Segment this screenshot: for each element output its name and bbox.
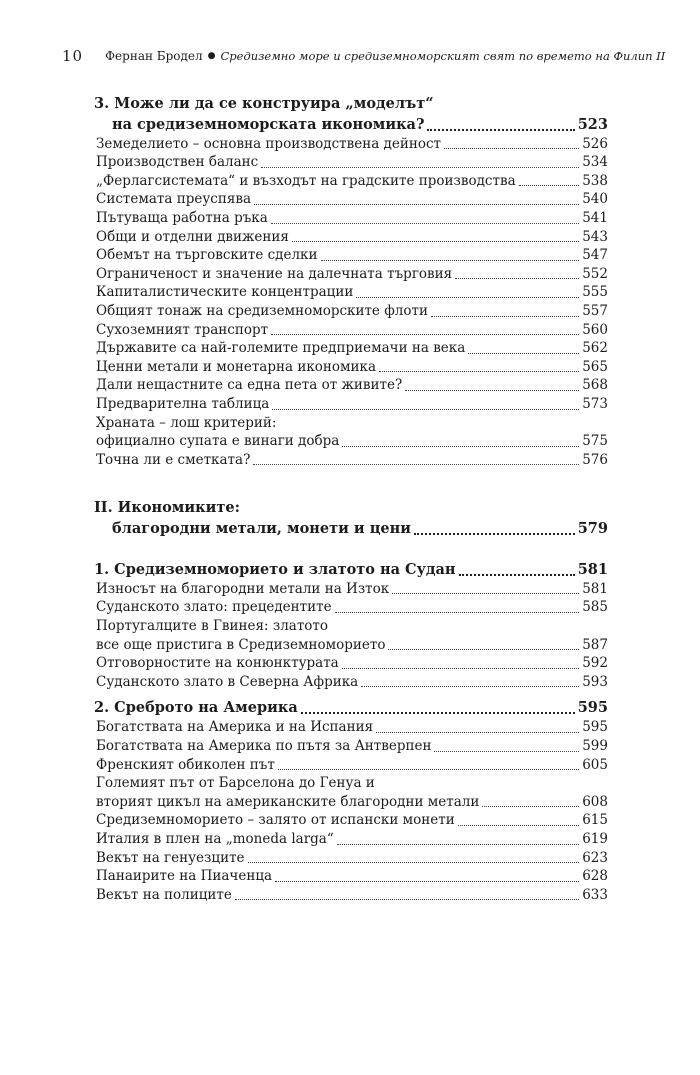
- toc-entry-text: Производствен баланс: [96, 154, 259, 171]
- toc-page-number: 568: [582, 377, 608, 394]
- dot-leader: [321, 260, 580, 261]
- toc-entry: [94, 774, 608, 793]
- toc-entry: [94, 793, 608, 812]
- toc-entry: [94, 339, 608, 358]
- toc-section-2: [94, 697, 608, 904]
- dot-leader: [376, 732, 579, 733]
- toc-entry-text: Португалците в Гвинея: златото: [96, 618, 329, 635]
- toc-entry-text: Ценни метали и монетарна икономика: [96, 358, 376, 375]
- dot-leader: [405, 390, 579, 391]
- toc-page-number: 538: [582, 172, 608, 189]
- toc-entry: [94, 756, 608, 775]
- toc-entry-text: официално супата е винаги добра: [96, 433, 340, 450]
- toc-page-number: 552: [582, 265, 608, 282]
- dot-leader: [388, 649, 579, 650]
- dot-leader: [292, 241, 579, 242]
- dot-leader: [392, 593, 579, 594]
- toc-entry-text: Пътуваща работна ръка: [96, 209, 268, 226]
- dot-leader: [361, 686, 579, 687]
- toc-entry-text: Италия в плен на „moneda larga“: [96, 831, 334, 847]
- toc-entry-text: Богатствата на Америка по пътя за Антверпен: [96, 738, 432, 755]
- toc-entry-text: Общият тонаж на средиземноморските флоти: [96, 302, 428, 319]
- toc-page-number: 593: [582, 673, 608, 690]
- toc-entry: [94, 228, 608, 247]
- toc-entry-text: Суданското злато в Северна Африка: [96, 673, 359, 690]
- toc-page-number: 605: [582, 756, 608, 773]
- dot-leader: [468, 353, 579, 354]
- toc-entry: [94, 580, 608, 599]
- toc-part-heading: [94, 518, 608, 539]
- table-of-contents: [94, 95, 608, 904]
- toc-entry: [94, 172, 608, 191]
- running-header: [62, 45, 666, 67]
- toc-page-number: 595: [577, 699, 608, 717]
- toc-entry-text: Системата преуспява: [96, 191, 251, 208]
- toc-entry: [94, 617, 608, 636]
- toc-entry-text: Държавите са най-големите предприемачи на века: [96, 340, 466, 357]
- toc-entry: [94, 673, 608, 692]
- toc-entry: [94, 598, 608, 617]
- dot-leader: [455, 278, 579, 279]
- dot-leader: [337, 844, 579, 845]
- toc-entry-text: Земеделието – основна производствена дейност: [96, 135, 442, 152]
- toc-entry-text: Обемът на търговските сделки: [96, 247, 318, 264]
- toc-page-number: 557: [582, 302, 608, 319]
- toc-entry-text: вторият цикъл на американските благородни метали: [96, 793, 480, 810]
- toc-page-number: 581: [582, 580, 608, 597]
- dot-leader: [254, 204, 579, 205]
- toc-entry-text: Суданското злато: прецедентите: [96, 599, 332, 616]
- toc-entry: [94, 265, 608, 284]
- dot-leader: [356, 297, 579, 298]
- toc-page-number: 619: [582, 831, 608, 847]
- toc-entry-text: Сухоземният транспорт: [96, 321, 269, 338]
- toc-entry-text: все още пристига в Средиземноморието: [96, 636, 386, 653]
- toc-entry: [94, 718, 608, 737]
- dot-leader: [431, 316, 579, 317]
- toc-entry-text: Храната – лош критерий:: [96, 414, 277, 431]
- dot-leader: [379, 371, 579, 372]
- toc-entry: [94, 830, 608, 849]
- toc-page-number: 547: [582, 247, 608, 264]
- dot-leader: [275, 881, 579, 882]
- dot-leader: [272, 409, 579, 410]
- dot-leader: [427, 129, 574, 131]
- toc-entry-text: „Ферлагсистемата“ и възходът на градските производства: [96, 172, 516, 189]
- toc-entry-text: Предварителна таблица: [96, 395, 270, 412]
- toc-heading-text: 2. Среброто на Америка: [94, 699, 298, 717]
- toc-heading-text: II. Икономиките:: [94, 498, 240, 516]
- toc-page-number: 523: [577, 115, 608, 133]
- toc-page-number: 592: [582, 655, 608, 672]
- toc-page-number: 565: [582, 358, 608, 375]
- toc-heading-text: на средиземноморската икономика?: [112, 115, 425, 133]
- toc-page-number: 615: [582, 812, 608, 829]
- dot-leader: [342, 668, 580, 669]
- toc-heading: [94, 95, 608, 114]
- toc-page-number: 540: [582, 191, 608, 208]
- toc-entry-text: Ограниченост и значение на далечната търговия: [96, 265, 453, 282]
- toc-entry: [94, 321, 608, 340]
- dot-leader: [248, 862, 580, 863]
- dot-leader: [235, 899, 579, 900]
- toc-entry-text: Капиталистическите концентрации: [96, 284, 354, 301]
- toc-entry: [94, 867, 608, 886]
- toc-page-number: 595: [582, 719, 608, 736]
- toc-entry-text: Векът на полиците: [96, 886, 232, 903]
- header-author: Фернан Бродел: [105, 49, 203, 63]
- dot-leader: [434, 751, 579, 752]
- toc-entry: [94, 283, 608, 302]
- toc-heading: [94, 559, 608, 580]
- toc-page-number: 573: [582, 395, 608, 412]
- toc-entry-text: Панаирите на Пиаченца: [96, 868, 273, 885]
- toc-entry: [94, 376, 608, 395]
- toc-page-number: 575: [582, 433, 608, 450]
- toc-section-3: [94, 95, 608, 469]
- toc-page-number: 555: [582, 284, 608, 301]
- toc-entry: [94, 414, 608, 433]
- page-number: 10: [62, 47, 84, 65]
- toc-entry-text: Френският обиколен път: [96, 756, 275, 773]
- dot-leader: [253, 464, 579, 465]
- dot-leader: [301, 712, 575, 714]
- dot-leader: [414, 533, 575, 535]
- toc-page-number: 633: [582, 886, 608, 903]
- toc-heading: [94, 697, 608, 718]
- toc-entry: [94, 811, 608, 830]
- toc-entry: [94, 432, 608, 451]
- toc-entry: [94, 358, 608, 377]
- toc-entry-text: Богатствата на Америка и на Испания: [96, 719, 374, 736]
- toc-page-number: 599: [582, 738, 608, 755]
- toc-entry: [94, 209, 608, 228]
- toc-section-1: [94, 559, 608, 692]
- dot-leader: [271, 223, 579, 224]
- toc-part-heading: [94, 499, 608, 518]
- toc-page-number: 576: [582, 451, 608, 468]
- toc-entry-text: Точна ли е сметката?: [96, 451, 251, 468]
- dot-leader: [444, 148, 579, 149]
- toc-page-number: 623: [582, 849, 608, 866]
- toc-entry: [94, 302, 608, 321]
- toc-entry: [94, 246, 608, 265]
- toc-entry-text: Общи и отделни движения: [96, 228, 289, 245]
- dot-leader: [519, 185, 580, 186]
- toc-entry-text: Векът на генуезците: [96, 849, 245, 866]
- toc-entry-text: Дали нещастните са една пета от живите?: [96, 377, 403, 394]
- dot-leader: [261, 167, 579, 168]
- toc-page-number: 585: [582, 599, 608, 616]
- toc-entry: [94, 636, 608, 655]
- toc-heading-text: благородни метали, монети и цени: [112, 519, 412, 537]
- toc-entry: [94, 190, 608, 209]
- dot-leader: [278, 769, 579, 770]
- toc-page-number: 526: [582, 135, 608, 152]
- toc-entry: [94, 153, 608, 172]
- toc-entry: [94, 886, 608, 905]
- toc-page-number: 628: [582, 868, 608, 885]
- toc-entry: [94, 451, 608, 470]
- dot-leader: [271, 334, 579, 335]
- toc-entry-text: Големият път от Барселона до Генуа и: [96, 775, 375, 792]
- dot-leader: [342, 446, 579, 447]
- toc-page-number: 581: [577, 560, 608, 578]
- toc-page-number: 562: [582, 340, 608, 357]
- toc-entry: [94, 135, 608, 154]
- toc-page-number: 541: [582, 209, 608, 226]
- header-book-title: Средиземно море и средиземноморският свят по времето на Филип II: [220, 49, 666, 63]
- toc-entry: [94, 395, 608, 414]
- dot-leader: [335, 612, 580, 613]
- toc-entry-text: Отговорностите на конюнктурата: [96, 655, 339, 672]
- toc-page-number: 543: [582, 228, 608, 245]
- toc-page-number: 534: [582, 154, 608, 171]
- toc-entry: [94, 737, 608, 756]
- toc-page-number: 608: [582, 793, 608, 810]
- toc-heading-text: 1. Средиземноморието и златото на Судан: [94, 560, 456, 578]
- toc-heading: [94, 114, 608, 135]
- toc-entry: [94, 654, 608, 673]
- toc-part-II: [94, 499, 608, 539]
- dot-leader: [482, 806, 579, 807]
- bullet-separator: ●: [207, 51, 216, 61]
- toc-entry-text: Средиземноморието – залято от испански монети: [96, 812, 455, 829]
- toc-entry-text: Износът на благородни метали на Изток: [96, 580, 390, 597]
- dot-leader: [459, 574, 575, 576]
- toc-page-number: 587: [582, 636, 608, 653]
- toc-page-number: 579: [577, 519, 608, 537]
- dot-leader: [458, 825, 580, 826]
- toc-page-number: 560: [582, 321, 608, 338]
- toc-heading-text: 3. Може ли да се конструира „моделът“: [94, 94, 434, 112]
- toc-entry: [94, 849, 608, 868]
